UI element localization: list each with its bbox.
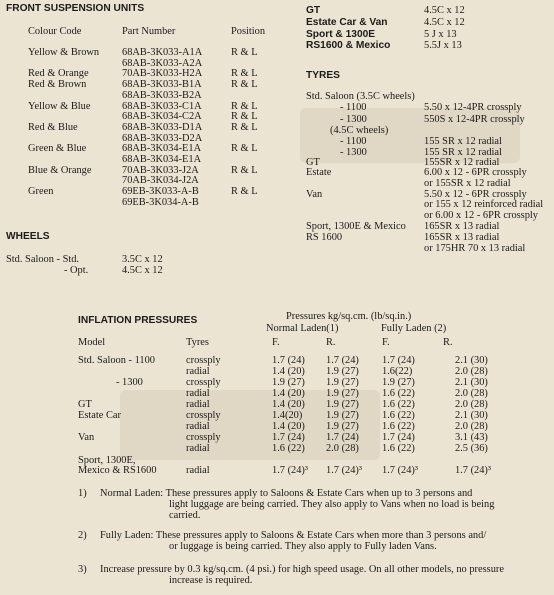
inflation-tyre-type: radial	[186, 465, 210, 476]
pressure-normal-rear: 2.0 (28)	[326, 443, 359, 454]
suspension-position: R & L	[231, 143, 258, 155]
suspension-part-number: 68AB-3K034-E1A	[122, 143, 202, 155]
inflation-model: GT	[78, 399, 92, 410]
note-number: 3)	[78, 564, 87, 575]
inflation-model: Estate Car	[78, 410, 121, 421]
pressure-normal-front: 1.4 (20)	[272, 399, 305, 410]
suspension-part-number: 70AB-3K033-H2A	[122, 68, 203, 80]
suspension-part-number: 69EB-3K033-A-B	[122, 186, 199, 198]
wheel-size: 5.5J x 13	[424, 40, 462, 51]
pressure-fully-front: 1.7 (24)³	[382, 465, 419, 476]
pressure-normal-rear: 1.7 (24)	[326, 355, 359, 366]
tyre-spec: 155 SR x 12 radial	[424, 147, 502, 158]
tyre-spec: or 175HR 70 x 13 radial	[424, 243, 526, 254]
suspension-position: R & L	[231, 164, 258, 176]
suspension-part-number: 68AB-3K033-A1A	[122, 47, 203, 58]
pressure-fully-rear: 2.0 (28)	[455, 399, 488, 410]
pressure-normal-rear: 1.7 (24)³	[326, 465, 363, 476]
inflation-model: Std. Saloon - 1100	[78, 355, 155, 366]
pressure-normal-front: 1.7 (24)	[272, 432, 305, 443]
pressure-normal-rear: 1.9 (27)	[326, 421, 359, 432]
tyre-spec: or 155SR x 12 radial	[424, 178, 511, 189]
normal-laden-heading: Normal Laden(1)	[266, 323, 339, 334]
suspension-colour: Green	[28, 186, 54, 198]
tyre-model: RS 1600	[306, 232, 343, 243]
suspension-colour: Red & Orange	[28, 68, 89, 80]
wheel-size: 5 J x 13	[424, 29, 457, 40]
wheel-size: 4.5C x 12	[122, 265, 163, 276]
wheel-model: Estate Car & Van	[306, 17, 388, 28]
wheel-model: Std. Saloon - Std.	[6, 254, 80, 265]
pressure-fully-front: 1.6(22)	[382, 366, 413, 377]
wheel-size: 4.5C x 12	[424, 5, 465, 16]
note-number: 2)	[78, 530, 87, 541]
tyre-model: - 1300	[340, 147, 367, 158]
tyres-title: TYRES	[306, 70, 340, 81]
suspension-part-number: 68AB-3K033-A2A	[122, 57, 203, 69]
pressure-fully-rear: 2.5 (36)	[455, 443, 488, 454]
col-normal-r: R.	[326, 337, 336, 348]
pressure-fully-front: 1.6 (22)	[382, 399, 415, 410]
wheel-model: - Opt.	[64, 265, 89, 276]
note-text-line: carried.	[169, 510, 201, 521]
suspension-colour: Yellow & Brown	[28, 47, 100, 58]
note-text-line: light luggage are being carried. They also apply to Vans when no load is being	[169, 499, 495, 510]
pressure-fully-rear: 2.1 (30)	[455, 377, 488, 388]
inflation-tyre-type: radial	[186, 399, 210, 410]
suspension-colour: Blue & Orange	[28, 164, 92, 176]
note-text-line: Increase pressure by 0.3 kg/sq.cm. (4 psi.) for high speed usage. On all other models, no pressure	[100, 564, 504, 575]
pressure-fully-front: 1.6 (22)	[382, 421, 415, 432]
suspension-position: R & L	[231, 100, 258, 112]
col-fully-r: R.	[443, 337, 453, 348]
pressure-normal-front: 1.4 (20)	[272, 388, 305, 399]
pressure-fully-rear: 2.0 (28)	[455, 421, 488, 432]
suspension-position: R & L	[231, 111, 258, 123]
inflation-model: Van	[78, 432, 95, 443]
tyre-model: Van	[306, 189, 323, 200]
pressure-normal-front: 1.4 (20)	[272, 421, 305, 432]
pressure-fully-front: 1.6 (22)	[382, 410, 415, 421]
col-fully-f: F.	[382, 337, 390, 348]
suspension-part-number: 70AB-3K034-J2A	[122, 175, 199, 187]
pressure-normal-rear: 1.9 (27)	[326, 377, 359, 388]
suspension-colour: Green & Blue	[28, 143, 87, 155]
suspension-position: R & L	[231, 68, 258, 80]
wheel-size: 4.5C x 12	[424, 17, 465, 28]
wheel-size: 3.5C x 12	[122, 254, 163, 265]
inflation-tyre-type: radial	[186, 421, 210, 432]
suspension-position: R & L	[231, 79, 258, 91]
suspension-position: R & L	[231, 47, 258, 58]
wheels-title: WHEELS	[6, 231, 50, 242]
pressure-fully-front: 1.6 (22)	[382, 443, 415, 454]
pressure-fully-front: 1.7 (24)	[382, 355, 415, 366]
pressure-fully-rear: 2.1 (30)	[455, 355, 488, 366]
pressure-normal-front: 1.4(20)	[272, 410, 303, 421]
wheel-model: GT	[306, 5, 321, 16]
pressure-units-heading: Pressures kg/sq.cm. (lb/sq.in.)	[286, 311, 412, 322]
pressure-normal-front: 1.9 (27)	[272, 377, 305, 388]
suspension-part-number: 68AB-3K033-D1A	[122, 121, 203, 133]
tyre-model: - 1300	[340, 114, 367, 125]
suspension-part-number: 68AB-3K034-E1A	[122, 154, 202, 165]
tyre-model: - 1100	[340, 136, 367, 147]
suspension-part-number: 68AB-3K033-D2A	[122, 132, 203, 144]
tyre-spec: 6.00 x 12 - 6PR crossply	[424, 167, 527, 178]
note-text-line: Normal Laden: These pressures apply to Saloons & Estate Cars when up to 3 persons and	[100, 488, 473, 499]
col-header-part: Part Number	[122, 26, 176, 37]
col-header-colour: Colour Code	[28, 26, 82, 37]
wheel-model: Sport & 1300E	[306, 29, 376, 40]
note-number: 1)	[78, 488, 87, 499]
suspension-colour: Red & Brown	[28, 79, 87, 91]
tyre-model: (4.5C wheels)	[330, 125, 389, 136]
suspension-part-number: 68AB-3K033-B1A	[122, 79, 202, 91]
fully-laden-heading: Fully Laden (2)	[381, 323, 447, 334]
pressure-fully-front: 1.9 (27)	[382, 377, 415, 388]
tyre-spec: 165SR x 13 radial	[424, 232, 500, 243]
inflation-model: Sport, 1300E,	[78, 455, 136, 466]
col-header-position: Position	[231, 26, 266, 37]
col-tyres: Tyres	[186, 337, 209, 348]
suspension-part-number: 70AB-3K033-J2A	[122, 164, 199, 176]
pressure-normal-rear: 1.9 (27)	[326, 366, 359, 377]
suspension-part-number: 68AB-3K034-C2A	[122, 111, 202, 123]
col-normal-f: F.	[272, 337, 280, 348]
tyre-model: Std. Saloon (3.5C wheels)	[306, 91, 415, 102]
suspension-part-number: 68AB-3K033-C1A	[122, 100, 202, 112]
tyre-spec: or 6.00 x 12 - 6PR crossply	[424, 210, 539, 221]
pressure-normal-rear: 1.9 (27)	[326, 399, 359, 410]
pressure-normal-front: 1.6 (22)	[272, 443, 305, 454]
pressure-fully-front: 1.7 (24)	[382, 432, 415, 443]
inflation-model: - 1300	[116, 377, 143, 388]
tyre-model: GT	[306, 157, 320, 168]
inflation-tyre-type: crossply	[186, 377, 221, 388]
inflation-tyre-type: crossply	[186, 432, 221, 443]
inflation-model: Mexico & RS1600	[78, 465, 157, 476]
inflation-title: INFLATION PRESSURES	[78, 315, 198, 326]
tyre-spec: 165SR x 13 radial	[424, 221, 500, 232]
note-text-line: Fully Laden: These pressures apply to Saloons & Estate Cars when more than 3 persons and/	[100, 530, 487, 541]
tyre-model: Sport, 1300E & Mexico	[306, 221, 406, 232]
tyre-model: - 1100	[340, 102, 367, 113]
front-suspension-title: FRONT SUSPENSION UNITS	[6, 3, 145, 14]
tyre-spec: 5.50 x 12-4PR crossply	[424, 102, 522, 113]
wheel-model: RS1600 & Mexico	[306, 40, 391, 51]
pressure-normal-front: 1.4 (20)	[272, 366, 305, 377]
pressure-fully-front: 1.6 (22)	[382, 388, 415, 399]
pressure-fully-rear: 2.0 (28)	[455, 388, 488, 399]
pressure-fully-rear: 2.1 (30)	[455, 410, 488, 421]
note-text-line: or luggage is being carried. They also apply to Fully laden Vans.	[169, 541, 437, 552]
tyre-spec: 155SR x 12 radial	[424, 157, 500, 168]
note-text-line: increase is required.	[169, 575, 253, 586]
pressure-normal-front: 1.7 (24)³	[272, 465, 309, 476]
tyre-spec: 5.50 x 12 - 6PR crossply	[424, 189, 527, 200]
inflation-tyre-type: radial	[186, 443, 210, 454]
suspension-position: R & L	[231, 121, 258, 133]
pressure-fully-rear: 2.0 (28)	[455, 366, 488, 377]
tyre-spec: or 155 x 12 reinforced radial	[424, 199, 544, 210]
pressure-normal-rear: 1.9 (27)	[326, 388, 359, 399]
col-model: Model	[78, 337, 106, 348]
suspension-colour: Red & Blue	[28, 121, 78, 133]
suspension-part-number: 68AB-3K033-B2A	[122, 89, 202, 101]
tyre-model: Estate	[306, 167, 332, 178]
pressure-normal-rear: 1.9 (27)	[326, 410, 359, 421]
pressure-fully-rear: 3.1 (43)	[455, 432, 488, 443]
inflation-tyre-type: crossply	[186, 410, 221, 421]
inflation-tyre-type: crossply	[186, 355, 221, 366]
pressure-fully-rear: 1.7 (24)³	[455, 465, 492, 476]
tyre-spec: 550S x 12-4PR crossply	[424, 114, 525, 125]
pressure-normal-rear: 1.7 (24)	[326, 432, 359, 443]
suspension-colour: Yellow & Blue	[28, 100, 91, 112]
suspension-position: R & L	[231, 186, 258, 198]
inflation-tyre-type: radial	[186, 388, 210, 399]
inflation-tyre-type: radial	[186, 366, 210, 377]
pressure-normal-front: 1.7 (24)	[272, 355, 305, 366]
tyre-spec: 155 SR x 12 radial	[424, 136, 502, 147]
suspension-part-number: 69EB-3K034-A-B	[122, 196, 199, 208]
